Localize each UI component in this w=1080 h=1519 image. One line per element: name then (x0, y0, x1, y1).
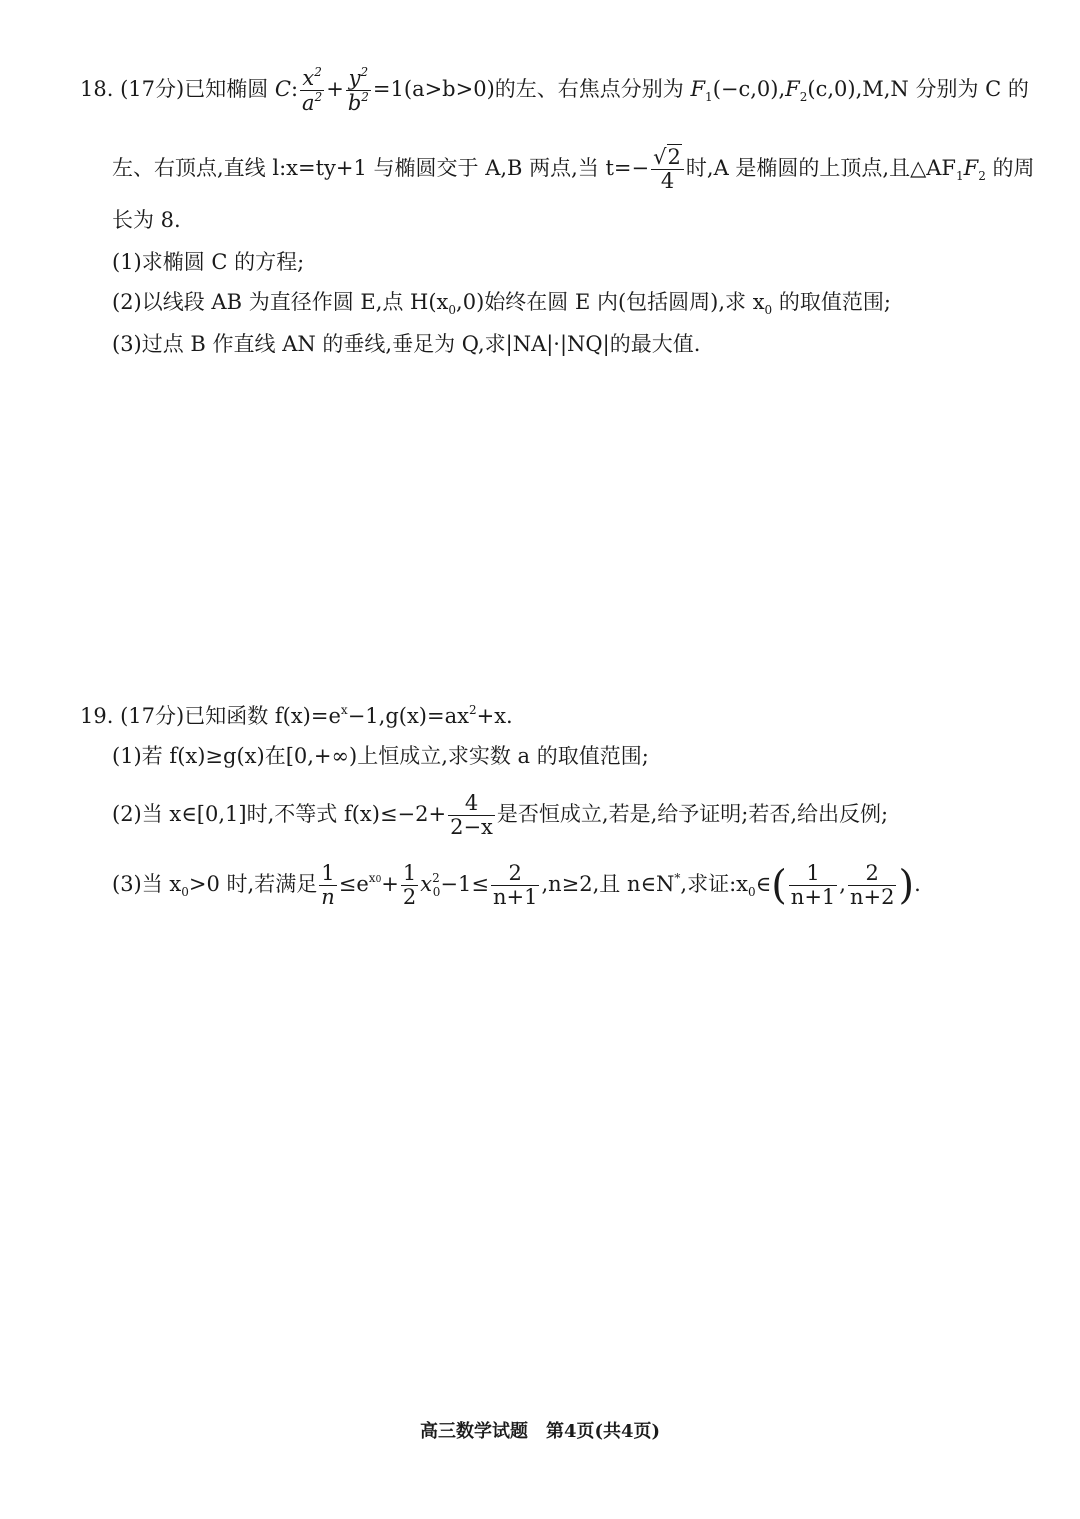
q18-line-3: 长为 8. (112, 208, 181, 232)
q19-score: (17分) (120, 704, 185, 728)
q19-number: 19. (80, 704, 114, 728)
page-footer: 高三数学试题 第4页(共4页) (419, 1421, 661, 1442)
q18-intro: 已知椭圆 (184, 77, 269, 102)
p2-frac-den: 2−x (450, 815, 493, 840)
frac-y2-b2: $\frac{y^2}{b^2}$ (347, 65, 369, 116)
frac-2-over-n-plus-1 (491, 862, 539, 909)
focus-f1-args: (−c,0) (712, 77, 779, 102)
f3-den: n+1 (492, 885, 538, 910)
f2-den: 2 (402, 885, 417, 910)
q18-line2-b: 时,A 是椭圆的上顶点,且△AF (685, 156, 956, 181)
f5-den: n+2 (849, 885, 895, 910)
q18-p2-c: 的取值范围; (772, 290, 891, 314)
ellipse-condition: =1(a>b>0) (372, 77, 495, 102)
t-denominator: 4 (660, 169, 675, 194)
q18-mn: ,M,N 分别为 C 的 (855, 77, 1029, 102)
q18-part-2: (2)以线段 AB 为直径作圆 E,点 $H(x_0,0)$始终在圆 E 内(包括圆周),求 $x_0$ 的取值范围; (112, 290, 891, 317)
q18-line-1: 18. (17分)已知椭圆 C: $\frac{x^2}{a^2}$ + $\frac{y^2}{b^2}$ =1(a>b>0)的左、右焦点分别为 $F_1(-c,0),F_2(c,0),M,N$ 分别为 C 的 (80, 65, 1029, 116)
q19-p3-d: + (381, 872, 399, 897)
frac-2-over-n-plus-2 (848, 862, 896, 909)
q18-line-2: 左、右顶点,直线 l:x=ty+1 与椭圆交于 A,B 两点,当 t=− $\frac{√2}{4}$ 时,A 是椭圆的上顶点,且$\triangle AF_1F_2$ 的周 (112, 145, 1035, 194)
f4-den: n+1 (790, 885, 836, 910)
q19-part-3: (3)当 $x_0>0$ 时,若满足 $\frac{1}{n}$ $\le e^{x0}+$ $\frac{1}{2}$ $x^2_0-1\le$ $\frac{2}{n+1}$ ,n≥2,且 n∈N*,求证$:x_0\in$( $\frac{1}{n+1}$ , $\frac{2}{n+2}$ ). (112, 861, 921, 910)
q18-p2-b: ,0)始终在圆 E 内(包括圆周),求 x (456, 290, 765, 314)
q19-part-2 (112, 792, 888, 839)
q19-p3-g: ,n≥2,且 n∈N (541, 872, 675, 897)
q19-p2-b: 是否恒成立,若是,给予证明;若否,给出反例; (496, 802, 889, 827)
q19-intro-c: +x. (476, 704, 513, 728)
q18-part-1: (1)求椭圆 C 的方程; (112, 250, 305, 274)
q18-line2-a: 左、右顶点,直线 l:x=ty+1 与椭圆交于 A,B 两点,当 t=− (112, 156, 650, 181)
f1-num: 1 (319, 862, 337, 886)
q18-line1-rest: 的左、右焦点分别为 (494, 77, 684, 102)
q18-line2-d: 的周 (985, 156, 1035, 181)
q19-part-1: (1)若 f(x)≥g(x)在[0,+∞)上恒成立,求实数 a 的取值范围; (112, 744, 649, 768)
q19-intro-b: −1,g(x)=ax (347, 704, 469, 728)
focus-f2-args: (c,0) (807, 77, 856, 102)
q19-line-1: 19. (17分)已知函数 $f(x)=e^x-1,g(x)=ax^2+x$. (80, 703, 513, 728)
q18-score: (17分) (120, 77, 185, 102)
q19-p3-end: . (914, 872, 921, 897)
q19-p3-i: ∈ (755, 872, 772, 897)
focus-f2: F (785, 77, 800, 102)
f2-num: 1 (402, 861, 417, 885)
frac-sqrt2-4: $\frac{√2}{4}$ (651, 146, 684, 193)
q18-p2-a: (2)以线段 AB 为直径作圆 E,点 H(x (112, 290, 449, 314)
q19-p3-e: x (420, 872, 433, 897)
frac-4-over-2-minus-x (448, 792, 495, 839)
q18-curve: C (274, 77, 291, 102)
frac-x2-a2: $\frac{x^2}{a^2}$ (302, 65, 323, 116)
p2-frac-num: 4 (448, 792, 495, 816)
q19-intro-a: 已知函数 f(x)=e (184, 704, 341, 728)
f3-num: 2 (491, 862, 539, 886)
f4-num: 1 (789, 862, 837, 886)
t-sqrt-radicand: 2 (667, 145, 681, 169)
q18-part-3: (3)过点 B 作直线 AN 的垂线,垂足为 Q,求|NA|·|NQ|的最大值. (112, 332, 701, 356)
frac-1-over-n-plus-1 (789, 862, 837, 909)
q18-line2-c: F (963, 156, 979, 181)
q19-p3-a: (3)当 x (112, 872, 182, 897)
q19-p3-c: ≤e (338, 872, 369, 897)
f1-den: n (321, 885, 335, 910)
frac-1-over-n (319, 862, 337, 909)
q19-p3-f: −1≤ (440, 872, 489, 897)
f5-num: 2 (848, 862, 896, 886)
q19-p3-h: ,求证:x (680, 872, 748, 897)
frac-1-over-2 (401, 862, 418, 909)
focus-f1: F (690, 77, 706, 102)
q19-p3-b: >0 时,若满足 (188, 872, 318, 897)
q19-p2-a: (2)当 x∈[0,1]时,不等式 f(x)≤−2+ (112, 802, 447, 827)
q18-number: 18. (80, 77, 114, 102)
